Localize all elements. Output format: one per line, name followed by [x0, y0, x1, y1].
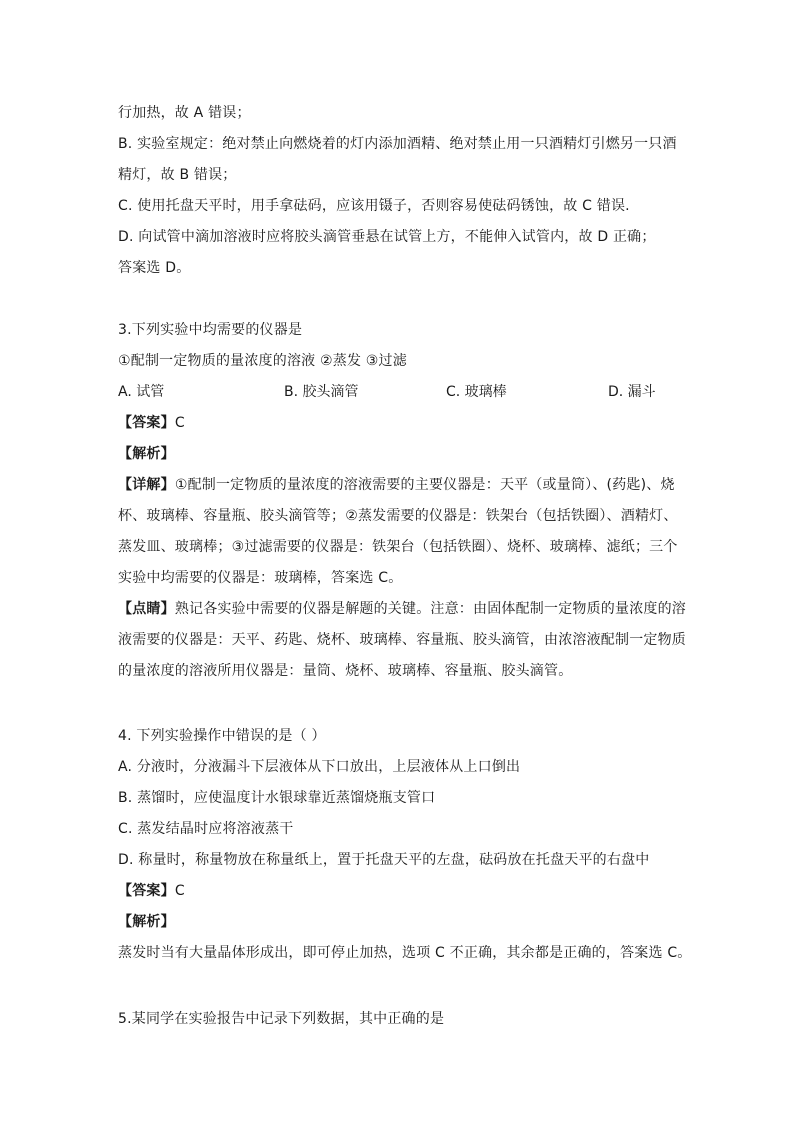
q3-detail-text-1: ①配制一定物质的量浓度的溶液需要的主要仪器是：天平（或量筒）、(药匙)、烧 — [174, 477, 675, 493]
q3-analysis-tag: 【解析】 — [118, 446, 175, 462]
q3-answer — [118, 414, 185, 432]
q2-text-line-5: D. 向试管中滴加溶液时应将胶头滴管垂悬在试管上方，不能伸入试管内，故 D 正确； — [118, 229, 656, 245]
q4-option-c: C. 蒸发结晶时应将溶液蒸干 — [118, 821, 294, 837]
q4-answer — [118, 882, 185, 900]
q2-text-line-3: 精灯，故 B 错误； — [118, 167, 237, 183]
q4-option-b: B. 蒸馏时，应使温度计水银球靠近蒸馏烧瓶支管口 — [118, 790, 436, 806]
q4-answer-tag: 【答案】 — [118, 883, 175, 899]
q3-comment-line-1 — [118, 600, 686, 618]
q3-detail-line-4: 实验中均需要的仪器是：玻璃棒，答案选 C。 — [118, 570, 403, 586]
q4-analysis-text: 蒸发时当有大量晶体形成出，即可停止加热，选项 C 不正确，其余都是正确的，答案选 C。 — [118, 945, 692, 961]
q3-comment-text-1: 熟记各实验中需要的仪器是解题的关键。注意：由固体配制一定物质的量浓度的溶 — [174, 601, 687, 617]
q3-option-c: C. 玻璃棒 — [446, 384, 507, 400]
q3-option-b: B. 胶头滴管 — [284, 384, 359, 400]
q4-analysis-tag: 【解析】 — [118, 914, 175, 930]
q3-detail-line-1 — [118, 476, 675, 494]
q4-answer-value: C — [174, 883, 185, 899]
q4-option-d: D. 称量时，称量物放在称量纸上，置于托盘天平的左盘，砝码放在托盘天平的右盘中 — [118, 852, 650, 868]
q3-detail-line-2: 杯、玻璃棒、容量瓶、胶头滴管等；②蒸发需要的仪器是：铁架台（包括铁圈）、酒精灯、 — [118, 508, 678, 524]
q5-stem: 5.某同学在实验报告中记录下列数据，其中正确的是 — [118, 1011, 445, 1027]
q3-sub-items: ①配制一定物质的量浓度的溶液 ②蒸发 ③过滤 — [118, 353, 407, 369]
q3-option-a: A. 试管 — [118, 384, 165, 400]
q3-stem: 3.下列实验中均需要的仪器是 — [118, 322, 303, 338]
q3-answer-value: C — [174, 415, 185, 431]
q2-text-line-2: B. 实验室规定：绝对禁止向燃烧着的灯内添加酒精、绝对禁止用一只酒精灯引燃另一只酒 — [118, 136, 677, 152]
q3-detail-line-3: 蒸发皿、玻璃棒；③过滤需要的仪器是：铁架台（包括铁圈）、烧杯、玻璃棒、滤纸；三个 — [118, 539, 678, 555]
q3-comment-line-2: 液需要的仪器是：天平、药匙、烧杯、玻璃棒、容量瓶、胶头滴管，由浓溶液配制一定物质 — [118, 632, 686, 648]
q4-option-a: A. 分液时，分液漏斗下层液体从下口放出，上层液体从上口倒出 — [118, 759, 521, 775]
q2-text-line-6: 答案选 D。 — [118, 260, 191, 276]
q3-answer-tag: 【答案】 — [118, 415, 175, 431]
q4-stem: 4. 下列实验操作中错误的是（ ） — [118, 728, 326, 744]
q3-comment-line-3: 的量浓度的溶液所用仪器是：量筒、烧杯、玻璃棒、容量瓶、胶头滴管。 — [118, 663, 573, 679]
q3-detail-tag: 【详解】 — [118, 477, 175, 493]
q3-option-d: D. 漏斗 — [608, 384, 656, 400]
q3-comment-tag: 【点睛】 — [118, 601, 175, 617]
q2-text-line-4: C. 使用托盘天平时，用手拿砝码，应该用镊子，否则容易使砝码锈蚀，故 C 错误. — [118, 198, 630, 214]
q2-text-line-1: 行加热，故 A 错误； — [118, 105, 251, 121]
